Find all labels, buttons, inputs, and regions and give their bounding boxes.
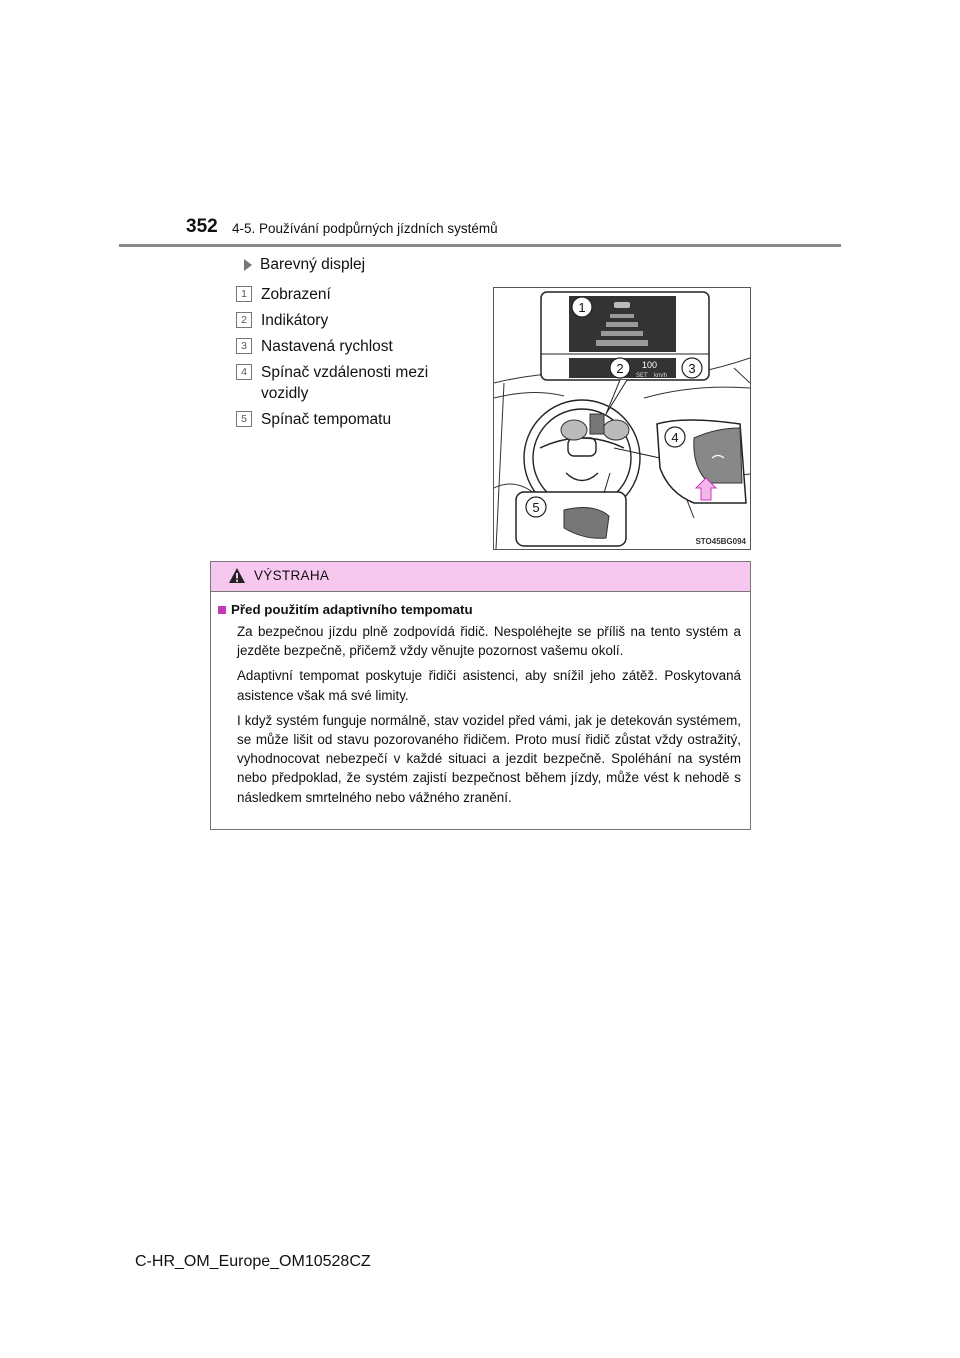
warning-header — [211, 562, 750, 592]
header-rule — [119, 244, 841, 247]
legend-item — [236, 284, 466, 305]
legend-item — [236, 336, 466, 357]
legend-number: 5 — [236, 411, 252, 427]
warning-paragraph: Za bezpečnou jízdu plně zodpovídá řidič. Nespoléhejte se příliš na tento systém a jezděte bezpečně, přičemž vždy věnujte pozornost vašemu okolí. — [237, 624, 741, 659]
display-unit: km/h — [654, 373, 668, 379]
subhead-text: Barevný displej — [260, 256, 366, 273]
switch-pointer — [614, 448, 660, 458]
legend-item — [236, 362, 466, 404]
legend-number: 2 — [236, 312, 252, 328]
legend-number: 4 — [236, 364, 252, 380]
warning-paragraph: I když systém funguje normálně, stav vozidel před vámi, jak je detekován systémem, se může lišit od stavu pozorovaného řidičem. Proto musí řidič zůstat vždy ostražitý, vyhodnocovat nebezpečí v každé situaci a jezdit bezpečně. Spoléhání na systém nebo předpoklad, že systém zajistí bezpečnost během jízdy, může vést k nehodě s následkem smrtelného nebo vážného zranění. — [237, 712, 741, 805]
warning-subtitle — [218, 602, 741, 617]
subhead — [244, 256, 365, 274]
callout-2: 2 — [616, 361, 624, 376]
legend-number: 1 — [236, 286, 252, 302]
display-speed: 100 — [642, 360, 658, 370]
callout-4: 4 — [671, 430, 679, 445]
legend-label: Indikátory — [261, 312, 329, 329]
page-number: 352 — [186, 216, 218, 237]
legend-label: Spínač vzdálenosti mezi vozidly — [261, 364, 429, 402]
warning-title: VÝSTRAHA — [254, 568, 330, 583]
warning-triangle-icon — [228, 567, 246, 584]
legend-item — [236, 310, 466, 331]
gauges — [561, 414, 629, 440]
callout-3: 3 — [688, 361, 696, 376]
section-title: 4-5. Používání podpůrných jízdních systémů — [232, 221, 498, 236]
legend-list — [236, 284, 466, 435]
warning-paragraph: Adaptivní tempomat poskytuje řidiči asistenci, aby snížil jeho zátěž. Poskytovaná asistence však má své limity. — [237, 668, 741, 703]
legend-label: Spínač tempomatu — [261, 411, 392, 428]
legend-label: Zobrazení — [261, 286, 331, 303]
warning-box — [210, 561, 751, 830]
lever-pointer — [604, 473, 610, 493]
figure-code: STO45BG094 — [695, 537, 746, 546]
footer-doc-code: C-HR_OM_Europe_OM10528CZ — [135, 1253, 371, 1270]
square-bullet-icon — [218, 606, 226, 614]
triangle-bullet-icon — [244, 259, 252, 271]
warning-subtitle-text: Před použitím adaptivního tempomatu — [231, 602, 473, 617]
display-set: SET — [636, 373, 648, 379]
legend-label: Nastavená rychlost — [261, 338, 393, 355]
cockpit-drawing — [494, 288, 750, 549]
cockpit-illustration — [493, 287, 751, 550]
warning-body — [211, 592, 750, 807]
display-pointer — [606, 380, 627, 414]
legend-item — [236, 409, 466, 430]
callout-5: 5 — [532, 500, 540, 515]
legend-number: 3 — [236, 338, 252, 354]
callout-1: 1 — [578, 300, 586, 315]
